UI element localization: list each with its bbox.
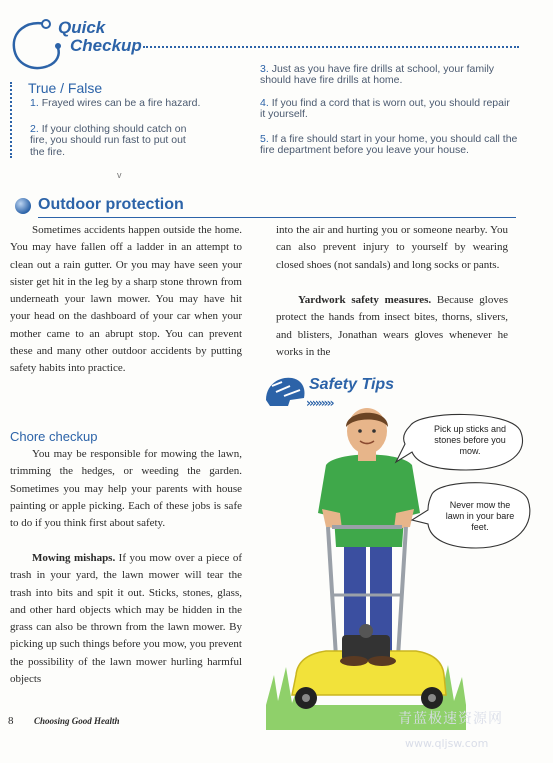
subsection-heading: Chore checkup: [10, 429, 98, 444]
question-text: If your clothing should catch on fire, you should run fast to put out the fire.: [30, 123, 187, 158]
intro-paragraph: Sometimes accidents happen outside the home. You may have fallen off a ladder in an attempt to clean out a rain gutter. Or you may have seen your sister get hit in the leg by a sharp stone thrown from underneath your lawn mower. You may have hit your head on the dashboard of your car when your mother came to an abrupt stop. You can prevent these and many other outdoor accidents by putting safety habits into practice.: [10, 224, 242, 375]
question-text: If you find a cord that is worn out, you should repair it yourself.: [260, 97, 510, 121]
safety-tips-title: Safety Tips: [309, 376, 395, 393]
watermark-url: www.qljsw.com: [405, 737, 489, 750]
paragraph-text: Because gloves protect the hands from insect bites, thorns, slivers, and blisters, Jonathan wears gloves whenever he works in the: [276, 294, 509, 358]
paragraph-text: If you mow over a piece of trash in your yard, the lawn mower will tear the trash into bits and spit it out. Sticks, stones, glass, and other hard objects which may be hidden in the grass can also be thrown from the lawn mower. By picking up such things before you mow, you prevent the possibility of the lawn mower hurling harmful objects: [10, 552, 242, 686]
question-number: 2.: [30, 123, 39, 135]
question-number: 1.: [30, 97, 39, 109]
run-in-heading: Mowing mishaps.: [32, 552, 116, 564]
safety-tip-2: Never mow the lawn in your bare feet.: [445, 500, 515, 532]
quick-checkup-title-line2: Checkup: [70, 36, 142, 55]
safety-tip-1: Pick up sticks and stones before you mow.: [433, 424, 507, 456]
question-text: Frayed wires can be a fire hazard.: [41, 97, 201, 109]
book-title: Choosing Good Health: [34, 716, 120, 726]
page-number: 8: [8, 715, 14, 727]
question-text: If a fire should start in your home, you should call the fire department before you leave your house.: [260, 133, 518, 157]
question-number: 5.: [260, 133, 269, 145]
stray-mark: v: [117, 170, 122, 180]
quick-checkup-title-line1: Quick: [58, 18, 106, 37]
section-heading: Outdoor protection: [38, 196, 184, 213]
question-number: 4.: [260, 97, 269, 109]
question-number: 3.: [260, 63, 269, 75]
chore-paragraph: You may be responsible for mowing the lawn, trimming the hedges, or weeding the garden. Sometimes you may help your parents with house painting or apple picking. Each of these jobs is safe to do if you think first about safety.: [10, 448, 242, 530]
true-false-heading: True / False: [28, 80, 103, 96]
watermark: 青蓝极速资源网: [398, 711, 503, 727]
run-in-heading: Yardwork safety measures.: [298, 294, 432, 306]
right-column-paragraph: into the air and hurting you or someone nearby. You can also prevent injury to yourself by wearing closed shoes (not sandals) and long socks or pants.: [276, 224, 508, 271]
question-text: Just as you have fire drills at school, your family should have fire drills at home.: [260, 63, 495, 87]
arrow-chevrons-icon: ›››››››››: [306, 396, 333, 410]
